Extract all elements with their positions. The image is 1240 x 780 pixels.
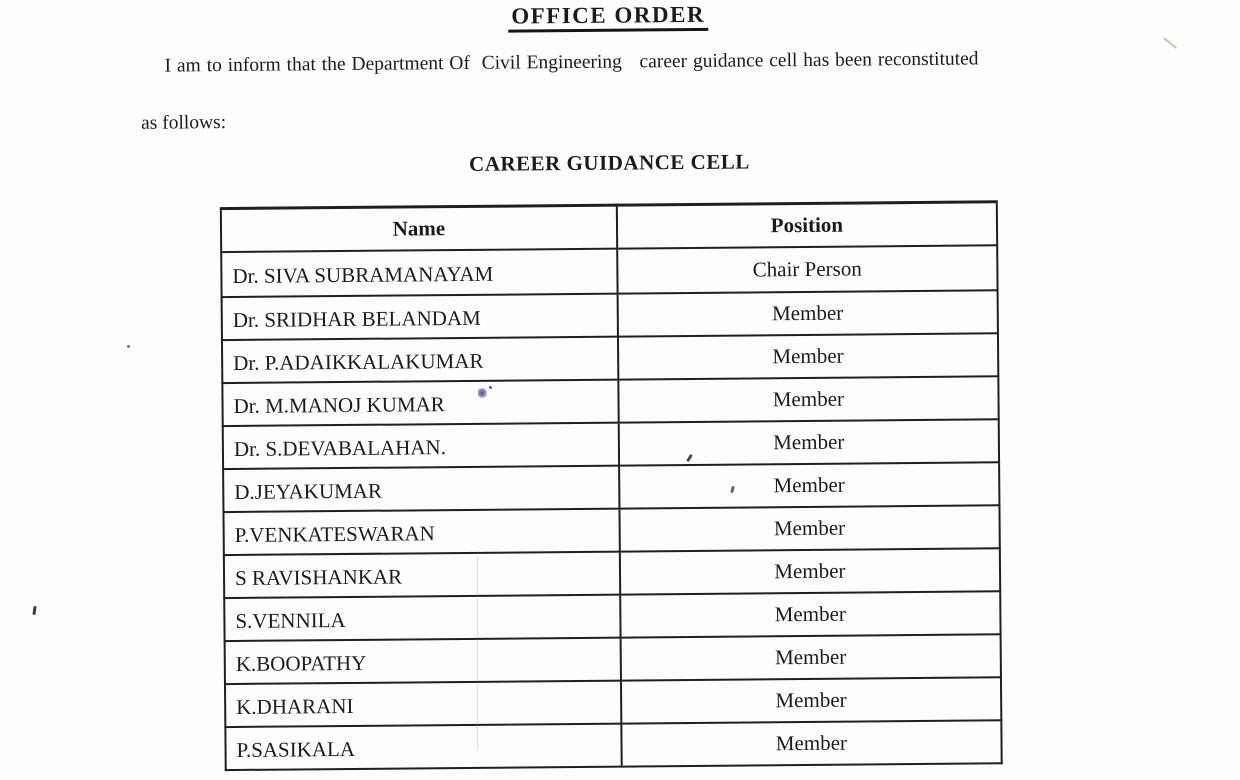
member-position: Member [621, 677, 1002, 723]
member-position: Chair Person [617, 245, 998, 293]
table-row [225, 720, 1001, 770]
member-position: Member [620, 548, 1001, 594]
table-row [223, 419, 999, 469]
member-position: Member [618, 333, 999, 379]
member-position: Member [619, 462, 1000, 508]
member-name: Dr. S.DEVABALAHAN. [223, 423, 619, 469]
table-row [222, 333, 998, 383]
table-row [221, 245, 997, 297]
table-row [224, 591, 1000, 641]
member-name: P.VENKATESWARAN [223, 509, 619, 555]
member-name: P.SASIKALA [225, 724, 621, 770]
member-position: Member [617, 290, 998, 336]
document-title [0, 0, 1216, 34]
member-name: Dr. SIVA SUBRAMANAYAM [221, 249, 617, 297]
table-row [223, 462, 999, 512]
member-position: Member [618, 376, 999, 422]
member-name: Dr. M.MANOJ KUMAR [222, 380, 618, 426]
column-header-position: Position [617, 202, 998, 249]
table-row [222, 290, 998, 340]
table-row [223, 505, 999, 555]
member-name: Dr. P.ADAIKKALAKUMAR [222, 337, 618, 383]
intro-paragraph-line2: as follows: [140, 112, 227, 134]
member-position: Member [619, 505, 1000, 551]
member-position: Member [621, 720, 1002, 766]
member-name: S.VENNILA [224, 595, 620, 641]
table-row [222, 376, 998, 426]
document-title-text: OFFICE ORDER [508, 2, 708, 33]
member-name: Dr. SRIDHAR BELANDAM [222, 294, 618, 340]
table-row [224, 548, 1000, 598]
table-header-row [221, 202, 997, 252]
column-header-name: Name [221, 205, 617, 252]
member-position: Member [618, 419, 999, 465]
member-name: K.DHARANI [225, 681, 621, 727]
section-heading: CAREER GUIDANCE CELL [468, 149, 750, 176]
table-body [221, 245, 1001, 770]
career-guidance-table [220, 200, 1003, 771]
table-row [225, 677, 1001, 727]
member-name: S RAVISHANKAR [224, 552, 620, 598]
member-name: D.JEYAKUMAR [223, 466, 619, 512]
table-row [225, 634, 1001, 684]
member-position: Member [620, 634, 1001, 680]
member-position: Member [620, 591, 1001, 637]
member-name: K.BOOPATHY [225, 638, 621, 684]
table-header [221, 202, 997, 252]
intro-paragraph-line1: I am to inform that the Department Of Civil Engineering career guidance cell has been reconstituted [164, 48, 979, 77]
